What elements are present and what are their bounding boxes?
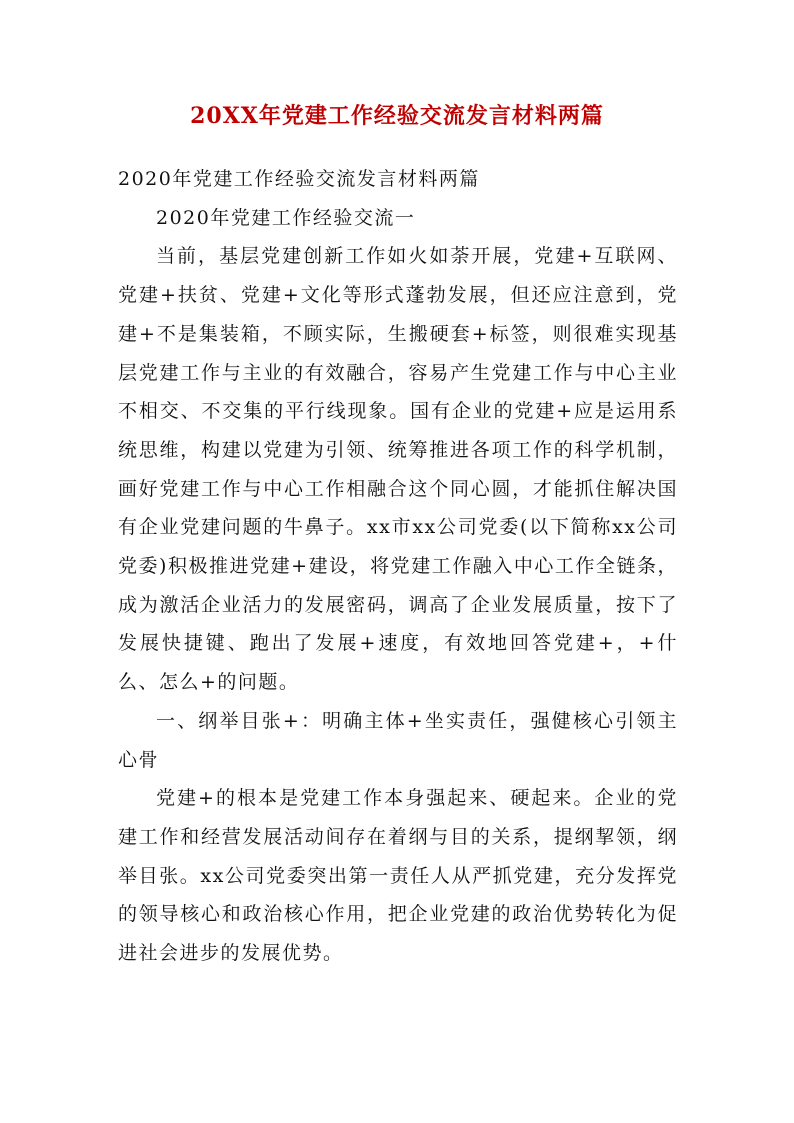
section-heading: 2020年党建工作经验交流一 — [156, 206, 416, 229]
document-body — [118, 160, 678, 973]
subtitle-paragraph: 2020年党建工作经验交流发言材料两篇 — [118, 168, 480, 190]
document-title: 20XX年党建工作经验交流发言材料两篇 — [190, 103, 604, 129]
section-heading: 一、纲举目张+：明确主体+坐实责任，强健核心引领主心骨 — [118, 709, 678, 771]
body-paragraph: 当前，基层党建创新工作如火如荼开展，党建+互联网、党建+扶贫、党建+文化等形式蓬勃发展，但还应注意到，党建+不是集装箱，不顾实际，生搬硬套+标签，则很难实现基层党建工作与主业的有效融合，容易产生党建工作与中心主业不相交、不交集的平行线现象。国有企业的党建+应是运用系统思维，构建以党建为引领、统筹推进各项工作的科学机制，画好党建工作与中心工作相融合这个同心圆，才能抓住解决国有企业党建问题的牛鼻子。xx市xx公司党委(以下简称xx公司党委)积极推进党建+建设，将党建工作融入中心工作全链条，成为激活企业活力的发展密码，调高了企业发展质量，按下了发展快捷键、跑出了发展+速度，有效地回答党建+，+什么、怎么+的问题。 — [118, 245, 678, 694]
body-paragraph: 党建+的根本是党建工作本身强起来、硬起来。企业的党建工作和经营发展活动间存在着纲与目的关系，提纲挈领，纲举目张。xx公司党委突出第一责任人从严抓党建，充分发挥党的领导核心和政治核心作用，把企业党建的政治优势转化为促进社会进步的发展优势。 — [118, 787, 678, 965]
